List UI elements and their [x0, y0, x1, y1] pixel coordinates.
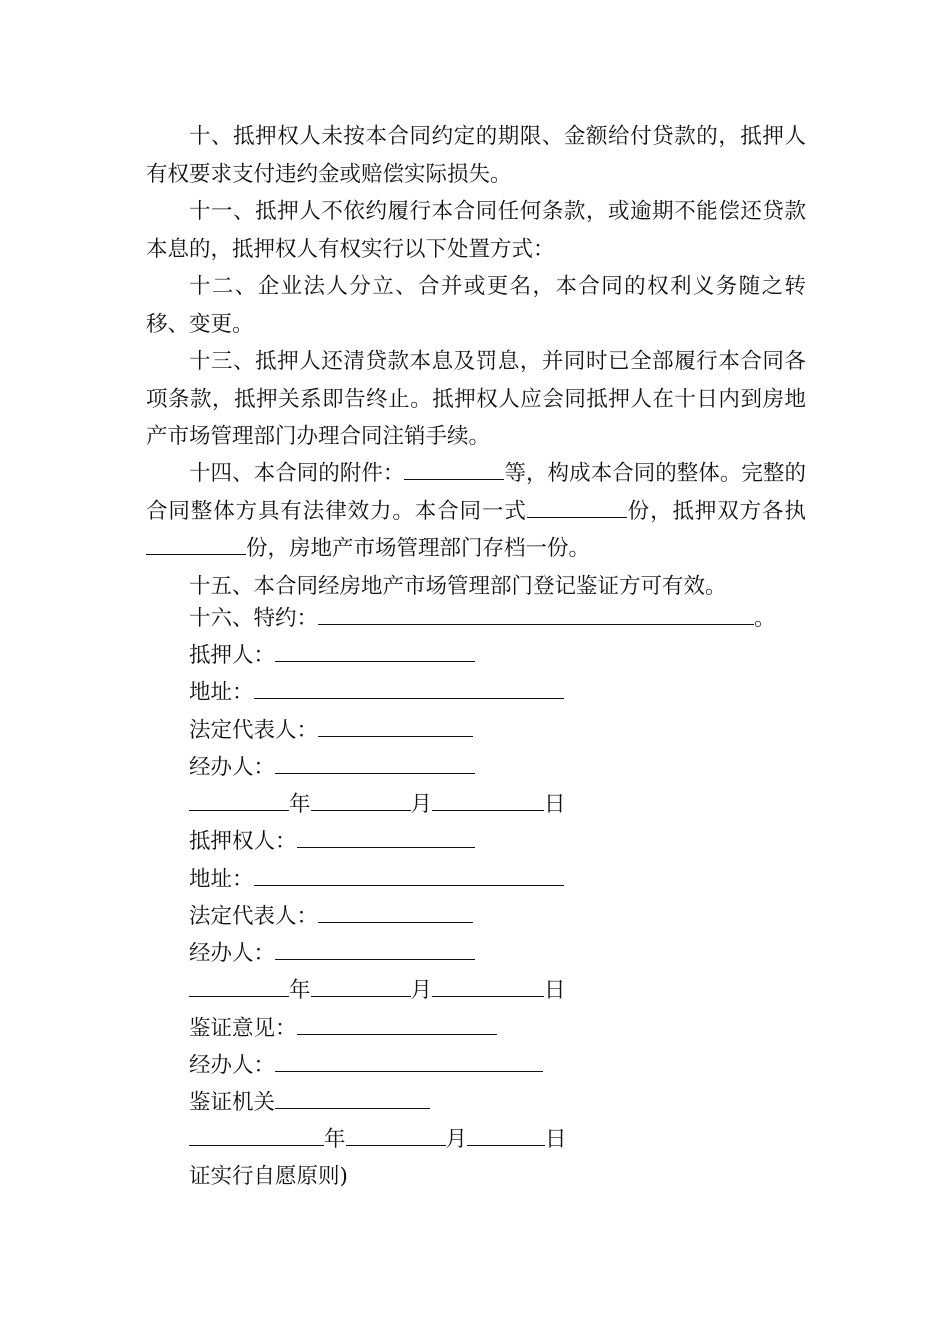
mortgagee-address-row: 地址：	[189, 861, 564, 898]
year-blank[interactable]	[189, 786, 289, 811]
clause-15: 十五、本合同经房地产市场管理部门登记鉴证方可有效。	[189, 574, 727, 599]
verification-agent-blank[interactable]	[275, 1047, 543, 1072]
mortgagor-row: 抵押人：	[189, 637, 475, 674]
clause-10: 十、抵押权人未按本合同约定的期限、金额给付贷款的，抵押人有权要求支付违约金或赔偿实际损失。	[146, 124, 806, 187]
verification-authority-row: 鉴证机关	[189, 1084, 430, 1121]
mortgagee-address-blank[interactable]	[254, 861, 564, 886]
year-blank[interactable]	[189, 1121, 324, 1146]
mortgagor-address-blank[interactable]	[254, 674, 564, 699]
mortgagee-legal-rep-blank[interactable]	[318, 898, 473, 923]
verification-opinion-blank[interactable]	[297, 1010, 497, 1035]
clause-12: 十二、企业法人分立、合并或更名，本合同的权利义务随之转移、变更。	[146, 274, 806, 337]
footer-note: 证实行自愿原则)	[189, 1164, 348, 1189]
verification-agent-row: 经办人：	[189, 1047, 543, 1084]
year-blank[interactable]	[189, 972, 289, 997]
mortgagor-agent-blank[interactable]	[275, 749, 475, 774]
mortgagee-row: 抵押权人：	[189, 823, 475, 860]
day-blank[interactable]	[467, 1121, 545, 1146]
verification-date-row: 年 月 日	[189, 1121, 567, 1158]
mortgagor-legal-rep-blank[interactable]	[318, 712, 473, 737]
copies-blank[interactable]	[527, 493, 627, 518]
mortgagee-agent-row: 经办人：	[189, 935, 475, 972]
mortgagor-legal-rep-row: 法定代表人：	[189, 712, 473, 749]
day-blank[interactable]	[432, 972, 544, 997]
mortgagor-name-blank[interactable]	[275, 637, 475, 662]
month-blank[interactable]	[311, 786, 411, 811]
day-blank[interactable]	[432, 786, 544, 811]
clause-16: 十六、特约： 。	[189, 600, 776, 637]
month-blank[interactable]	[346, 1121, 446, 1146]
mortgagor-date-row: 年 月 日	[189, 786, 566, 823]
each-party-copies-blank[interactable]	[146, 530, 246, 555]
mortgagee-name-blank[interactable]	[297, 823, 475, 848]
verification-authority-blank[interactable]	[275, 1084, 430, 1109]
clause-14: 十四、本合同的附件： 等，构成本合同的整体。完整的合同整体方具有法律效力。本合同一式 份，抵押双方各执份，房地产市场管理部门存档一份。	[146, 455, 806, 568]
mortgagee-date-row: 年 月 日	[189, 972, 566, 1009]
mortgagor-address-row: 地址：	[189, 674, 564, 711]
month-blank[interactable]	[311, 972, 411, 997]
mortgagor-agent-row: 经办人：	[189, 749, 475, 786]
special-terms-blank[interactable]	[318, 600, 754, 625]
verification-opinion-row: 鉴证意见：	[189, 1010, 497, 1047]
clause-11: 十一、抵押人不依约履行本合同任何条款，或逾期不能偿还贷款本息的，抵押权人有权实行以下处置方式：	[146, 199, 806, 262]
attachment-blank[interactable]	[404, 455, 504, 480]
mortgagee-legal-rep-row: 法定代表人：	[189, 898, 473, 935]
clause-13: 十三、抵押人还清贷款本息及罚息，并同时已全部履行本合同各项条款，抵押关系即告终止。抵押权人应会同抵押人在十日内到房地产市场管理部门办理合同注销手续。	[146, 349, 806, 449]
mortgagee-agent-blank[interactable]	[275, 935, 475, 960]
